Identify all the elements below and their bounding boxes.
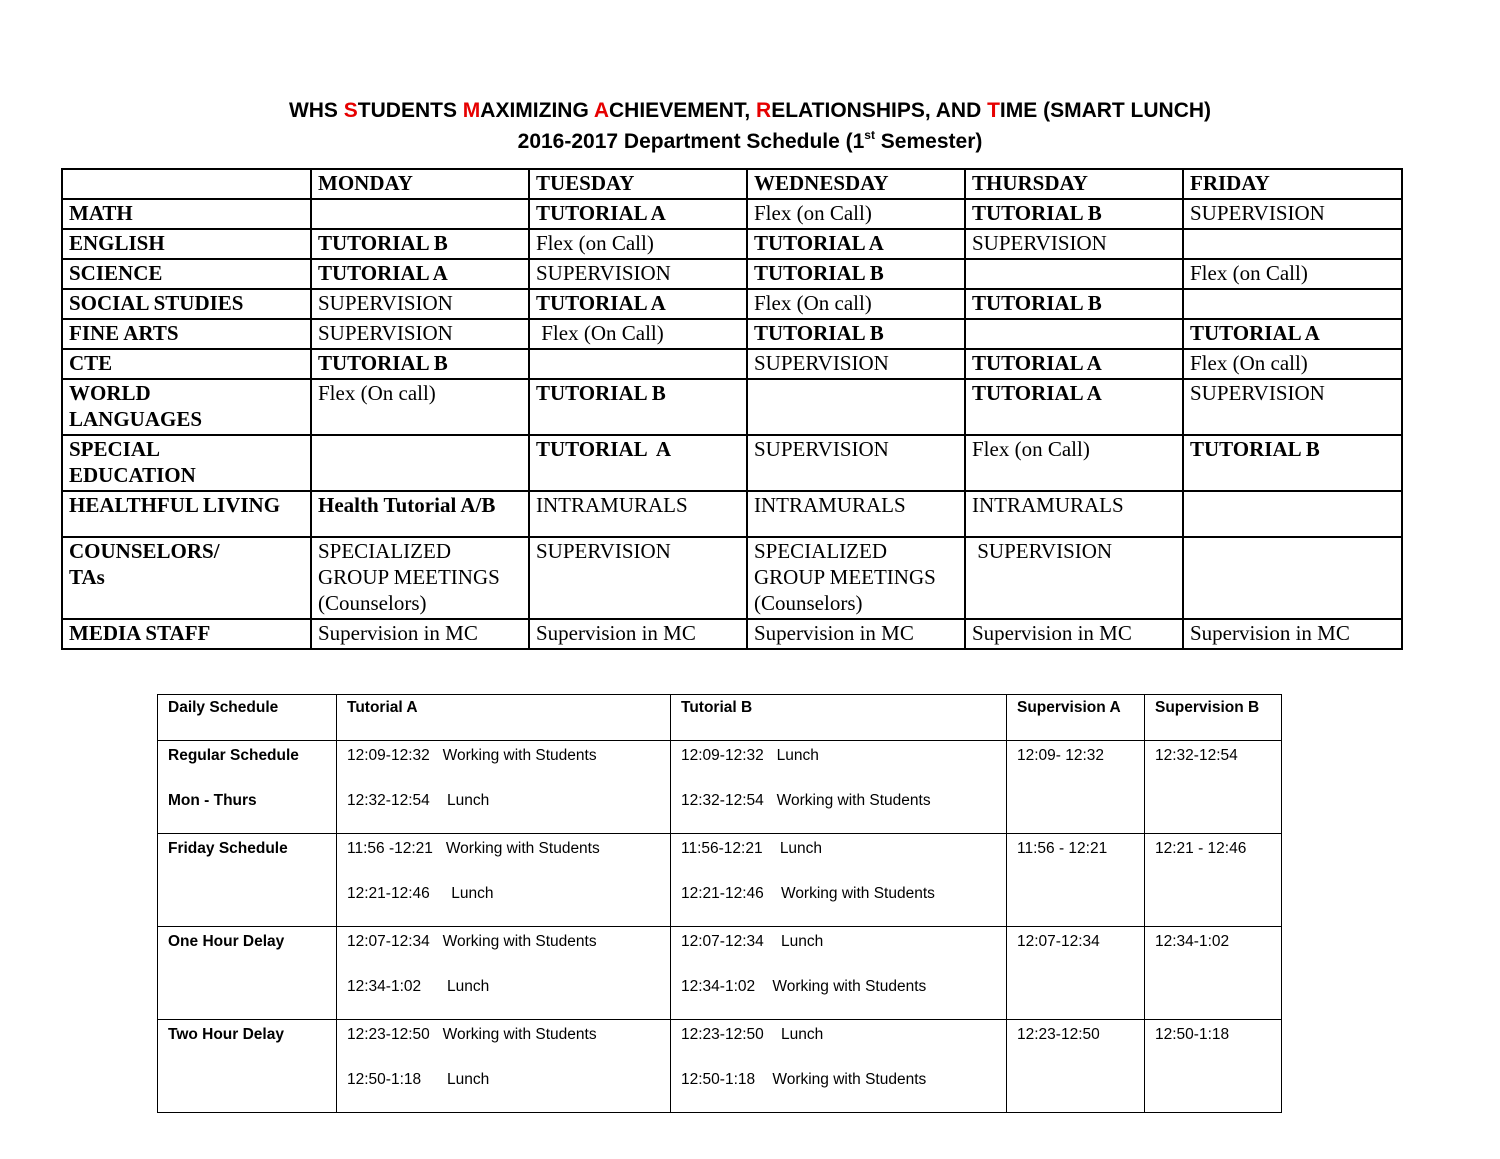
time-line: 12:32-12:54 Lunch — [347, 792, 490, 809]
daily-schedule-table — [157, 694, 1282, 1113]
cell-line: TUTORIAL B — [318, 351, 448, 375]
daily-row — [158, 741, 1282, 834]
document-title — [0, 99, 1500, 123]
line-gap — [168, 767, 326, 790]
title-segment: ELATIONSHIPS, AND — [771, 99, 988, 122]
schedule-cell — [311, 229, 529, 259]
schedule-cell — [1183, 199, 1402, 229]
time-line: 12:07-12:34 — [1017, 933, 1100, 950]
department-row — [62, 435, 1402, 491]
department-row — [62, 491, 1402, 537]
cell-line: GROUP MEETINGS — [754, 565, 936, 589]
cell-line: LANGUAGES — [69, 407, 203, 431]
time-line: Two Hour Delay — [168, 1026, 284, 1043]
schedule-cell — [747, 259, 965, 289]
time-line: 12:09-12:32 Working with Students — [347, 747, 597, 764]
department-row — [62, 229, 1402, 259]
cell-line: Flex (On Call) — [536, 321, 664, 345]
cell-line: Flex (on Call) — [972, 437, 1090, 461]
time-line: 12:50-1:18 — [1155, 1026, 1230, 1043]
cell-line: SUPERVISION — [754, 351, 889, 375]
time-line: 12:32-12:54 — [1155, 747, 1238, 764]
title-segment: WHS — [288, 99, 344, 122]
line-gap — [681, 860, 996, 883]
department-name — [62, 379, 311, 435]
line-gap — [681, 767, 996, 790]
schedule-type-label — [158, 1020, 337, 1113]
time-line: 12:23-12:50 Working with Students — [347, 1026, 597, 1043]
schedule-cell — [965, 199, 1183, 229]
schedule-cell — [1183, 229, 1402, 259]
day-header-row — [62, 169, 1402, 199]
corner-cell — [62, 169, 311, 199]
schedule-cell — [311, 619, 529, 649]
schedule-cell — [311, 537, 529, 619]
schedule-cell — [747, 619, 965, 649]
schedule-cell — [529, 199, 747, 229]
schedule-cell — [311, 349, 529, 379]
cell-line: Supervision in MC — [754, 621, 914, 645]
department-name — [62, 435, 311, 491]
cell-line: SPECIALIZED — [754, 539, 887, 563]
cell-line: TUTORIAL A — [754, 231, 884, 255]
daily-row — [158, 927, 1282, 1020]
cell-line: Supervision in MC — [972, 621, 1132, 645]
title-segment: AXIMIZING — [480, 99, 594, 122]
time-line: 12:09-12:32 Lunch — [681, 747, 819, 764]
cell-line: SUPERVISION — [972, 231, 1107, 255]
time-line: 12:50-1:18 Working with Students — [681, 1071, 927, 1088]
title-segment: R — [756, 99, 772, 122]
cell-line: COUNSELORS/ — [69, 539, 220, 563]
time-cell — [671, 834, 1007, 927]
line-gap — [681, 953, 996, 976]
cell-line: TUTORIAL B — [318, 231, 448, 255]
time-line: 12:34-1:02 Lunch — [347, 978, 490, 995]
time-line: 11:56-12:21 Lunch — [681, 840, 823, 857]
cell-line: Flex (on Call) — [536, 231, 654, 255]
cell-line: TUTORIAL A — [536, 291, 666, 315]
time-line: 12:34-1:02 — [1155, 933, 1230, 950]
cell-line: SUPERVISION — [536, 539, 671, 563]
cell-line: Supervision in MC — [1190, 621, 1350, 645]
time-line: One Hour Delay — [168, 933, 285, 950]
schedule-cell — [965, 349, 1183, 379]
schedule-cell — [747, 379, 965, 435]
time-line: Friday Schedule — [168, 840, 288, 857]
cell-line: Flex (On call) — [318, 381, 436, 405]
schedule-cell — [965, 379, 1183, 435]
schedule-cell — [747, 491, 965, 537]
time-cell — [1145, 741, 1282, 834]
schedule-type-label — [158, 927, 337, 1020]
title-segment: A — [593, 99, 610, 122]
time-cell — [1145, 834, 1282, 927]
schedule-cell — [529, 435, 747, 491]
schedule-cell — [311, 319, 529, 349]
time-cell — [1007, 741, 1145, 834]
cell-line: SUPERVISION — [536, 261, 671, 285]
schedule-cell — [529, 379, 747, 435]
daily-row — [158, 834, 1282, 927]
cell-line: GROUP MEETINGS — [318, 565, 500, 589]
schedule-cell — [1183, 349, 1402, 379]
department-row — [62, 289, 1402, 319]
schedule-cell — [1183, 435, 1402, 491]
department-name — [62, 349, 311, 379]
schedule-cell — [529, 229, 747, 259]
schedule-cell — [747, 349, 965, 379]
time-cell — [337, 927, 671, 1020]
time-line: 12:07-12:34 Working with Students — [347, 933, 597, 950]
cell-line: TUTORIAL A — [972, 351, 1102, 375]
cell-line: SUPERVISION — [318, 291, 453, 315]
daily-column-header: Tutorial B — [671, 695, 1007, 741]
time-line: 12:23-12:50 Lunch — [681, 1026, 824, 1043]
time-cell — [337, 834, 671, 927]
time-line: 12:50-1:18 Lunch — [347, 1071, 490, 1088]
cell-line: SCIENCE — [69, 261, 163, 285]
time-line: 11:56 - 12:21 — [1017, 840, 1108, 857]
schedule-cell — [965, 319, 1183, 349]
cell-line: TUTORIAL A — [536, 201, 666, 225]
cell-line: (Counselors) — [754, 591, 863, 615]
time-line: 11:56 -12:21 Working with Students — [347, 840, 600, 857]
cell-line: (Counselors) — [318, 591, 427, 615]
line-gap — [681, 1046, 996, 1069]
title-segment: M — [462, 99, 481, 122]
cell-line: TUTORIAL B — [972, 291, 1102, 315]
schedule-cell — [747, 319, 965, 349]
department-name — [62, 199, 311, 229]
schedule-cell — [311, 199, 529, 229]
daily-row — [158, 1020, 1282, 1113]
line-gap — [347, 953, 660, 976]
schedule-cell — [965, 537, 1183, 619]
schedule-cell — [965, 619, 1183, 649]
department-row — [62, 619, 1402, 649]
schedule-cell — [965, 491, 1183, 537]
cell-line: HEALTHFUL LIVING — [69, 493, 281, 517]
time-cell — [1007, 834, 1145, 927]
cell-line: Flex (On call) — [754, 291, 872, 315]
cell-line: INTRAMURALS — [536, 493, 688, 517]
schedule-cell — [1183, 619, 1402, 649]
cell-line: EDUCATION — [69, 463, 196, 487]
cell-line: TUTORIAL B — [536, 381, 666, 405]
time-line: 12:21-12:46 Working with Students — [681, 885, 935, 902]
cell-line: TUTORIAL A — [972, 381, 1102, 405]
time-line: 12:21 - 12:46 — [1155, 840, 1247, 857]
cell-line: TUTORIAL A — [318, 261, 448, 285]
schedule-cell — [1183, 537, 1402, 619]
schedule-cell — [529, 259, 747, 289]
schedule-cell — [311, 491, 529, 537]
schedule-cell — [529, 349, 747, 379]
schedule-cell — [529, 619, 747, 649]
department-name — [62, 537, 311, 619]
schedule-type-label — [158, 834, 337, 927]
daily-column-header: Daily Schedule — [158, 695, 337, 741]
schedule-cell — [1183, 289, 1402, 319]
cell-line: TUTORIAL B — [754, 261, 884, 285]
schedule-cell — [747, 199, 965, 229]
subtitle-prefix: 2016-2017 Department Schedule (1 — [517, 130, 865, 153]
cell-line: Flex (on Call) — [1190, 261, 1308, 285]
time-cell — [337, 741, 671, 834]
cell-line: CTE — [69, 351, 113, 375]
cell-line: Health Tutorial A/B — [318, 493, 496, 517]
department-row — [62, 349, 1402, 379]
schedule-cell — [311, 435, 529, 491]
schedule-cell — [311, 259, 529, 289]
cell-line: INTRAMURALS — [972, 493, 1124, 517]
title-segment: S — [343, 99, 358, 122]
time-cell — [671, 927, 1007, 1020]
schedule-cell — [1183, 319, 1402, 349]
time-cell — [337, 1020, 671, 1113]
schedule-cell — [965, 435, 1183, 491]
time-line: Mon - Thurs — [168, 792, 257, 809]
cell-line: SUPERVISION — [1190, 381, 1325, 405]
line-gap — [347, 1046, 660, 1069]
schedule-cell — [965, 229, 1183, 259]
schedule-type-label — [158, 741, 337, 834]
daily-header-row — [158, 695, 1282, 741]
schedule-cell — [747, 435, 965, 491]
time-line: 12:32-12:54 Working with Students — [681, 792, 931, 809]
subtitle-superscript: st — [864, 128, 875, 142]
time-cell — [1007, 927, 1145, 1020]
line-gap — [347, 860, 660, 883]
cell-line: TUTORIAL B — [754, 321, 884, 345]
schedule-cell — [747, 289, 965, 319]
cell-line: SUPERVISION — [1190, 201, 1325, 225]
cell-line: SOCIAL STUDIES — [69, 291, 244, 315]
title-segment: TUDENTS — [357, 99, 463, 122]
cell-line: TUTORIAL A — [1190, 321, 1320, 345]
department-name — [62, 319, 311, 349]
schedule-cell — [311, 379, 529, 435]
cell-line: ENGLISH — [69, 231, 165, 255]
daily-column-header: Tutorial A — [337, 695, 671, 741]
daily-column-header: Supervision B — [1145, 695, 1282, 741]
cell-line: Flex (on Call) — [754, 201, 872, 225]
cell-line: TUTORIAL B — [972, 201, 1102, 225]
department-name — [62, 229, 311, 259]
time-line: 12:09- 12:32 — [1017, 747, 1105, 764]
cell-line: SPECIAL — [69, 437, 161, 461]
day-header: TUESDAY — [529, 169, 747, 199]
cell-line: FINE ARTS — [69, 321, 179, 345]
schedule-cell — [747, 229, 965, 259]
schedule-cell — [1183, 379, 1402, 435]
cell-line: TUTORIAL B — [1190, 437, 1320, 461]
schedule-cell — [529, 491, 747, 537]
schedule-cell — [529, 289, 747, 319]
department-row — [62, 199, 1402, 229]
schedule-cell — [747, 537, 965, 619]
time-line: 12:07-12:34 Lunch — [681, 933, 824, 950]
time-cell — [671, 741, 1007, 834]
time-cell — [1145, 1020, 1282, 1113]
time-line: 12:21-12:46 Lunch — [347, 885, 494, 902]
day-header: WEDNESDAY — [747, 169, 965, 199]
time-line: 12:34-1:02 Working with Students — [681, 978, 927, 995]
time-line: 12:23-12:50 — [1017, 1026, 1100, 1043]
cell-line: SPECIALIZED — [318, 539, 451, 563]
schedule-cell — [529, 537, 747, 619]
department-row — [62, 379, 1402, 435]
cell-line: SUPERVISION — [754, 437, 889, 461]
title-segment: IME (SMART LUNCH) — [999, 99, 1212, 122]
time-line: Regular Schedule — [168, 747, 299, 764]
cell-line: MEDIA STAFF — [69, 621, 211, 645]
schedule-cell — [529, 319, 747, 349]
cell-line: Supervision in MC — [318, 621, 478, 645]
schedule-cell — [1183, 259, 1402, 289]
department-name — [62, 619, 311, 649]
department-row — [62, 537, 1402, 619]
cell-line: MATH — [69, 201, 133, 225]
cell-line: INTRAMURALS — [754, 493, 906, 517]
title-segment: T — [987, 99, 1000, 122]
department-schedule-table — [61, 168, 1403, 650]
line-gap — [347, 767, 660, 790]
cell-line: SUPERVISION — [972, 539, 1113, 563]
cell-line: WORLD — [69, 381, 151, 405]
schedule-cell — [1183, 491, 1402, 537]
department-name — [62, 491, 311, 537]
department-row — [62, 319, 1402, 349]
cell-line: TAs — [69, 565, 105, 589]
time-cell — [1007, 1020, 1145, 1113]
time-cell — [1145, 927, 1282, 1020]
day-header: FRIDAY — [1183, 169, 1402, 199]
schedule-cell — [965, 259, 1183, 289]
cell-line: Supervision in MC — [536, 621, 696, 645]
day-header: MONDAY — [311, 169, 529, 199]
time-cell — [671, 1020, 1007, 1113]
schedule-cell — [965, 289, 1183, 319]
document-subtitle — [0, 130, 1500, 154]
title-segment: CHIEVEMENT, — [609, 99, 757, 122]
cell-line: SUPERVISION — [318, 321, 453, 345]
schedule-cell — [311, 289, 529, 319]
daily-column-header: Supervision A — [1007, 695, 1145, 741]
subtitle-suffix: Semester) — [874, 130, 983, 153]
cell-line: Flex (On call) — [1190, 351, 1308, 375]
department-name — [62, 289, 311, 319]
cell-line: TUTORIAL A — [536, 437, 671, 461]
day-header: THURSDAY — [965, 169, 1183, 199]
department-name — [62, 259, 311, 289]
department-row — [62, 259, 1402, 289]
